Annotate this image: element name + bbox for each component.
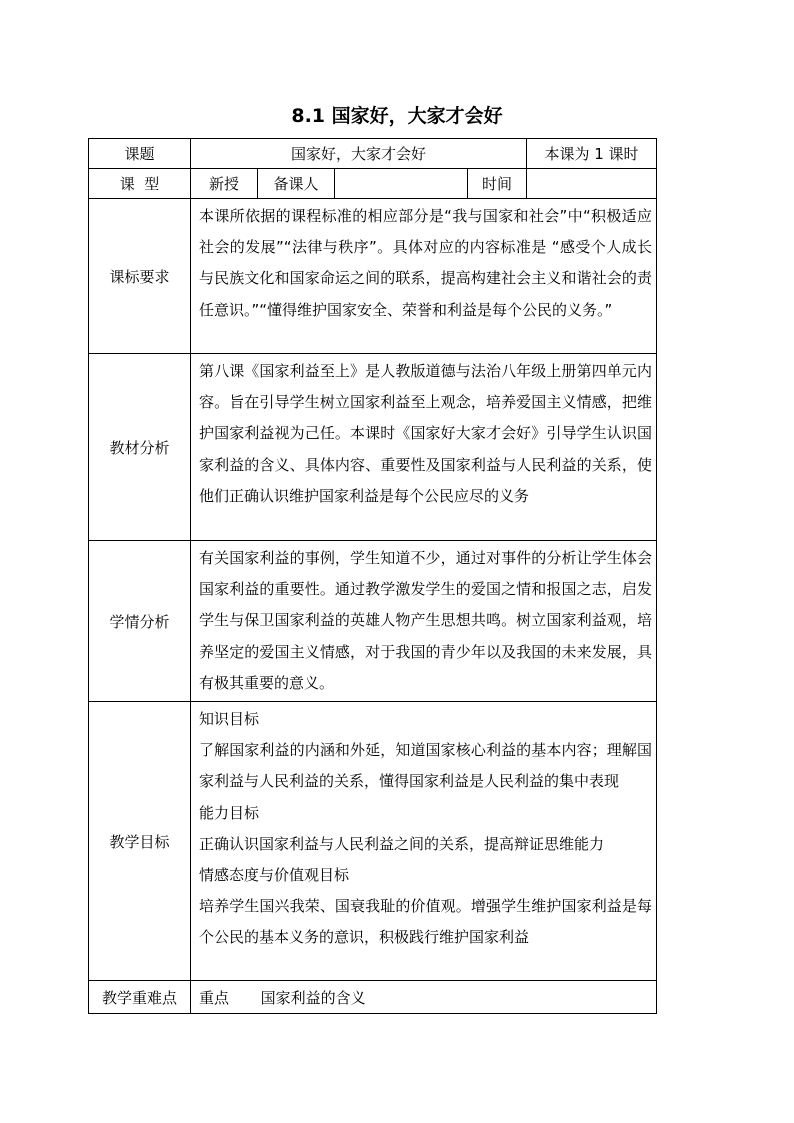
row-students (89, 541, 657, 702)
type-value: 新授 (191, 169, 258, 199)
students-text: 有关国家利益的事例，学生知道不少，通过对事件的分析让学生体会国家利益的重要性。通过教学激发学生的爱国之情和报国之志，启发学生与保卫国家利益的英雄人物产生思想共鸣。树立国家利益观，培养坚定的爱国主义情感，对于我国的青少年以及我国的未来发展，具有极其重要的意义。 (191, 541, 657, 702)
attitude-goal-title: 情感态度与价值观目标 (199, 866, 350, 885)
row-topic (89, 139, 657, 169)
keypoints-content (191, 981, 657, 1014)
textbook-label: 教材分析 (89, 354, 191, 541)
row-type (89, 169, 657, 199)
topic-label: 课题 (89, 139, 191, 169)
preparer-label: 备课人 (258, 169, 335, 199)
curriculum-label: 课标要求 (89, 199, 191, 354)
knowledge-goal-text: 了解国家利益的内涵和外延，知道国家核心利益的基本内容；理解国家利益与人民利益的关系，懂得国家利益是人民利益的集中表现 (199, 741, 653, 791)
row-curriculum (89, 199, 657, 354)
ability-goal-title: 能力目标 (199, 803, 260, 822)
lesson-plan-table (88, 138, 657, 1014)
attitude-goal-text: 培养学生国兴我荣、国衰我耻的价值观。增强学生维护国家利益是每个公民的基本义务的意识，积极践行维护国家利益 (199, 897, 653, 947)
curriculum-text: 本课所依据的课程标准的相应部分是“我与国家和社会”中“积极适应社会的发展”“法律与秩序”。具体对应的内容标准是 “感受个人成长与民族文化和国家命运之间的联系，提高构建社会主义和谐社会的责任意识。”“懂得维护国家安全、荣誉和利益是每个公民的义务。” (191, 199, 657, 354)
ability-goal-text: 正确认识国家利益与人民利益之间的关系，提高辩证思维能力 (199, 834, 605, 853)
preparer-value (335, 169, 468, 199)
time-label: 时间 (468, 169, 527, 199)
row-textbook (89, 354, 657, 541)
topic-value: 国家好，大家才会好 (191, 139, 527, 169)
row-keypoints (89, 981, 657, 1014)
type-label: 课 型 (89, 169, 191, 199)
key-label: 重点 (199, 988, 230, 1007)
keypoints-label: 教学重难点 (89, 981, 191, 1014)
goals-label: 教学目标 (89, 702, 191, 981)
knowledge-goal-title: 知识目标 (199, 710, 260, 729)
row-goals (89, 702, 657, 981)
time-value (527, 169, 657, 199)
hours-value: 本课为 1 课时 (527, 139, 657, 169)
goals-content (191, 702, 657, 981)
students-label: 学情分析 (89, 541, 191, 702)
textbook-text: 第八课《国家利益至上》是人教版道德与法治八年级上册第四单元内容。旨在引导学生树立国家利益至上观念，培养爱国主义情感，把维护国家利益视为己任。本课时《国家好大家才会好》引导学生认识国家利益的含义、具体内容、重要性及国家利益与人民利益的关系，使他们正确认识维护国家利益是每个公民应尽的义务 (191, 354, 657, 541)
key-text: 国家利益的含义 (260, 988, 366, 1007)
page-title: 8.1 国家好，大家才会好 (291, 105, 503, 127)
